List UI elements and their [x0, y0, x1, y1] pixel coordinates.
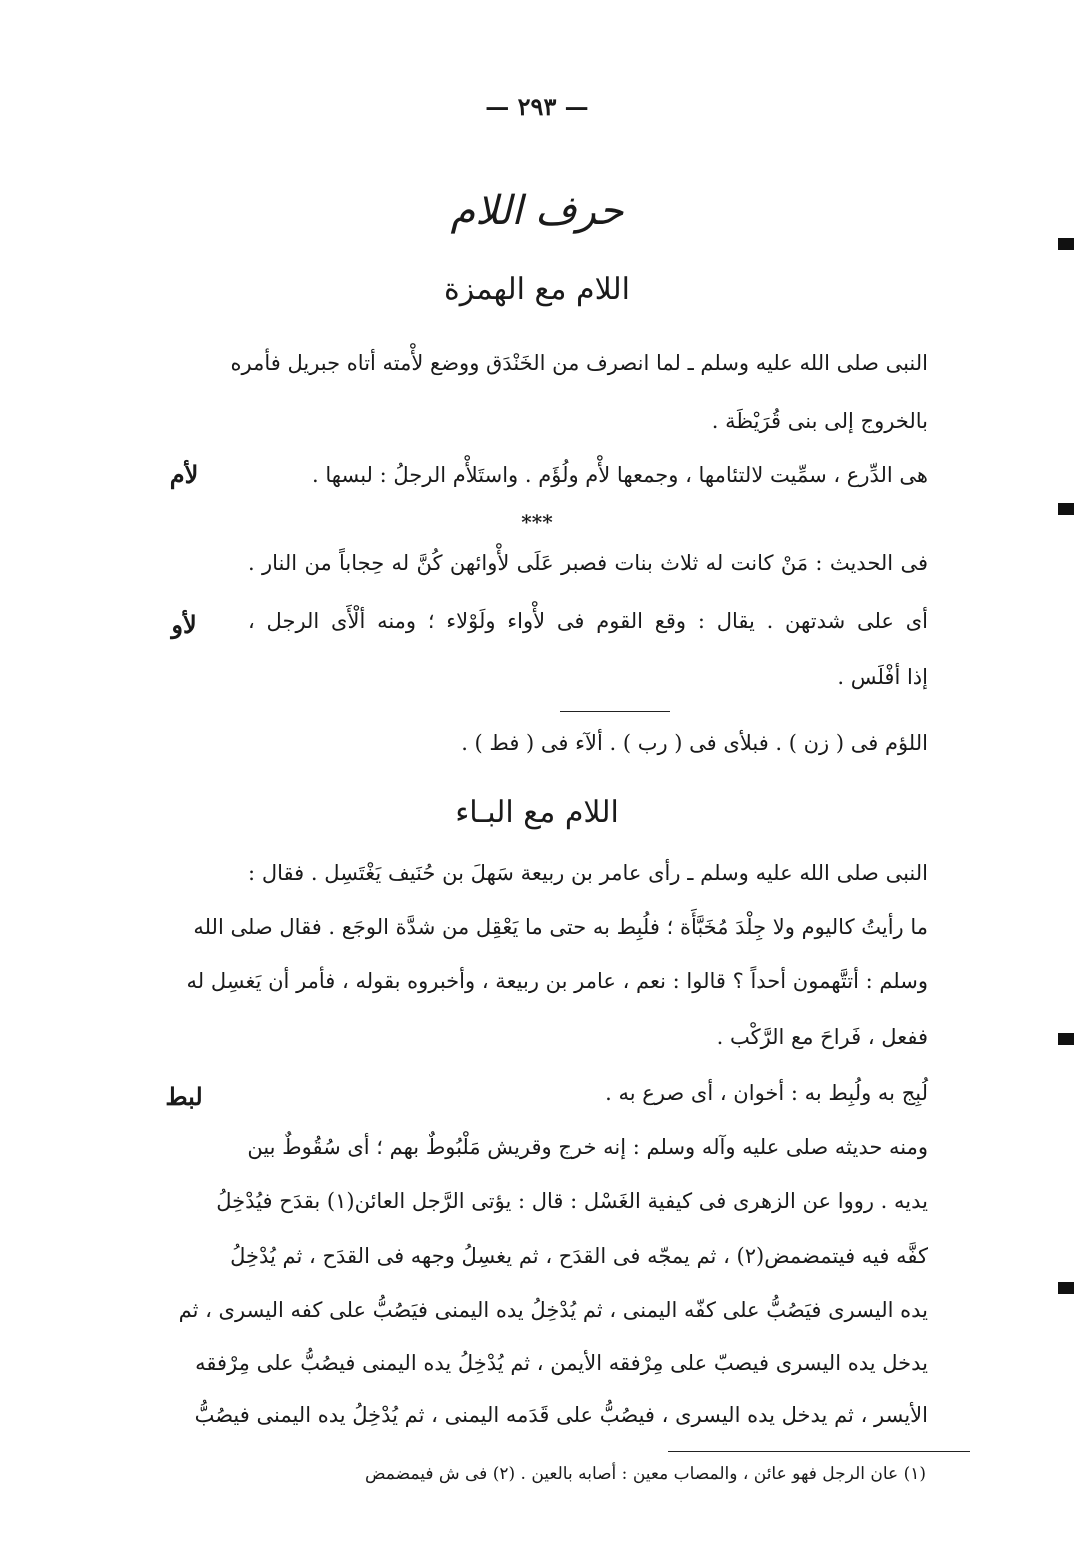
- edge-tab-mark: [1058, 238, 1074, 250]
- chapter-title: حرف اللام: [450, 188, 624, 234]
- edge-tab-mark: [1058, 503, 1074, 515]
- text-line: بالخروج إلى بنى قُرَيْظَة .: [711, 409, 928, 433]
- text-line: ومنه حديثه صلى عليه وآله وسلم : إنه خرج وقريش مَلْبُوطٌ بهم ؛ أى سُقُوطٌ بين: [247, 1135, 928, 1159]
- text-line: ففعل ، فَراحَ مع الرَّكْب .: [716, 1025, 928, 1049]
- text-line: كفَّه فيه فيتمضمض(٢) ، ثم يمجّه فى القدَح ، ثم يغسِلُ وجهه فى القدَح ، ثم يُدْخِلُ: [230, 1244, 928, 1268]
- section-title-lam-hamza: اللام مع الهمزة: [444, 272, 630, 307]
- text-line: وسلم : أتتَّهمون أحداً ؟ قالوا : نعم ، عامر بن ربيعة ، وأخبروه بقوله ، فأمر أن يَغسِل له: [186, 969, 928, 993]
- short-divider: [560, 711, 670, 712]
- text-line: لُبِج به ولُبِط به : أخوان ، أى صرع به .: [605, 1081, 928, 1105]
- footnote-divider: [668, 1451, 970, 1452]
- text-line: أى على شدتهن . يقال : وقع القوم فى لأْواء ولَوْلاء ؛ ومنه ألْأَى الرجل ،: [248, 609, 928, 633]
- text-line: فى الحديث : مَنْ كانت له ثلاث بنات فصبر عَلَى لأْوائهن كُنَّ له حِجاباً من النار .: [248, 551, 928, 575]
- page-number: — ٢٩٣ —: [485, 92, 589, 121]
- edge-tab-mark: [1058, 1282, 1074, 1294]
- text-line: إذا أفْلَس .: [837, 665, 928, 689]
- edge-tab-mark: [1058, 1033, 1074, 1045]
- text-line: اللؤم فى ( زن ) . فبلأى فى ( رب ) . ألآء فى ( فط ) .: [461, 731, 928, 755]
- text-line: ما رأيتُ كاليوم ولا جِلْدَ مُخَبَّأَة ؛ فلُبِط به حتى ما يَعْقِل من شدَّة الوجَع . فقال صلى الله: [193, 915, 928, 939]
- text-line: يديه . رووا عن الزهرى فى كيفية الغَسْل : قال : يؤتى الرَّجل العائن(١) بقدَح فيُدْخِلُ: [216, 1189, 928, 1213]
- text-line: هى الدِّرع ، سمِّيت لالتئامها ، وجمعها لأْم ولُؤَم . واستَلأْم الرجلُ : لبسها .: [312, 463, 928, 487]
- footnote: (١) عان الرجل فهو عائن ، والمصاب معين : أصابه بالعين . (٢) فى ش فيمضمض: [364, 1464, 926, 1484]
- margin-headword-law: لأو: [171, 610, 197, 639]
- section-title-lam-ba: اللام مع البـاء: [455, 795, 619, 830]
- text-line: النبى صلى الله عليه وسلم ـ لما انصرف من الخَنْدَق ووضع لأْمته أتاه جبريل فأمره: [230, 351, 928, 375]
- margin-headword-labat: لبط: [165, 1082, 203, 1111]
- text-line: يدخل يده اليسرى فيصبّ على مِرْفقه الأيمن ، ثم يُدْخِلُ يده اليمنى فيصُبُّ على مِرْفقه: [195, 1351, 928, 1375]
- text-line: النبى صلى الله عليه وسلم ـ رأى عامر بن ربيعة سَهلَ بن حُنَيف يَغْتَسِل . فقال :: [248, 861, 928, 885]
- text-line: الأيسر ، ثم يدخل يده اليسرى ، فيصُبُّ على قَدَمه اليمنى ، ثم يُدْخِلُ يده اليمنى فيصُبُّ: [194, 1403, 928, 1427]
- margin-headword-lam: لأم: [169, 460, 199, 489]
- text-line: يده اليسرى فيَصُبُّ على كفّه اليمنى ، ثم يُدْخِلُ يده اليمنى فيَصُبُّ على كفه اليسرى ، ثم: [178, 1298, 928, 1322]
- section-separator-stars: ***: [521, 510, 553, 534]
